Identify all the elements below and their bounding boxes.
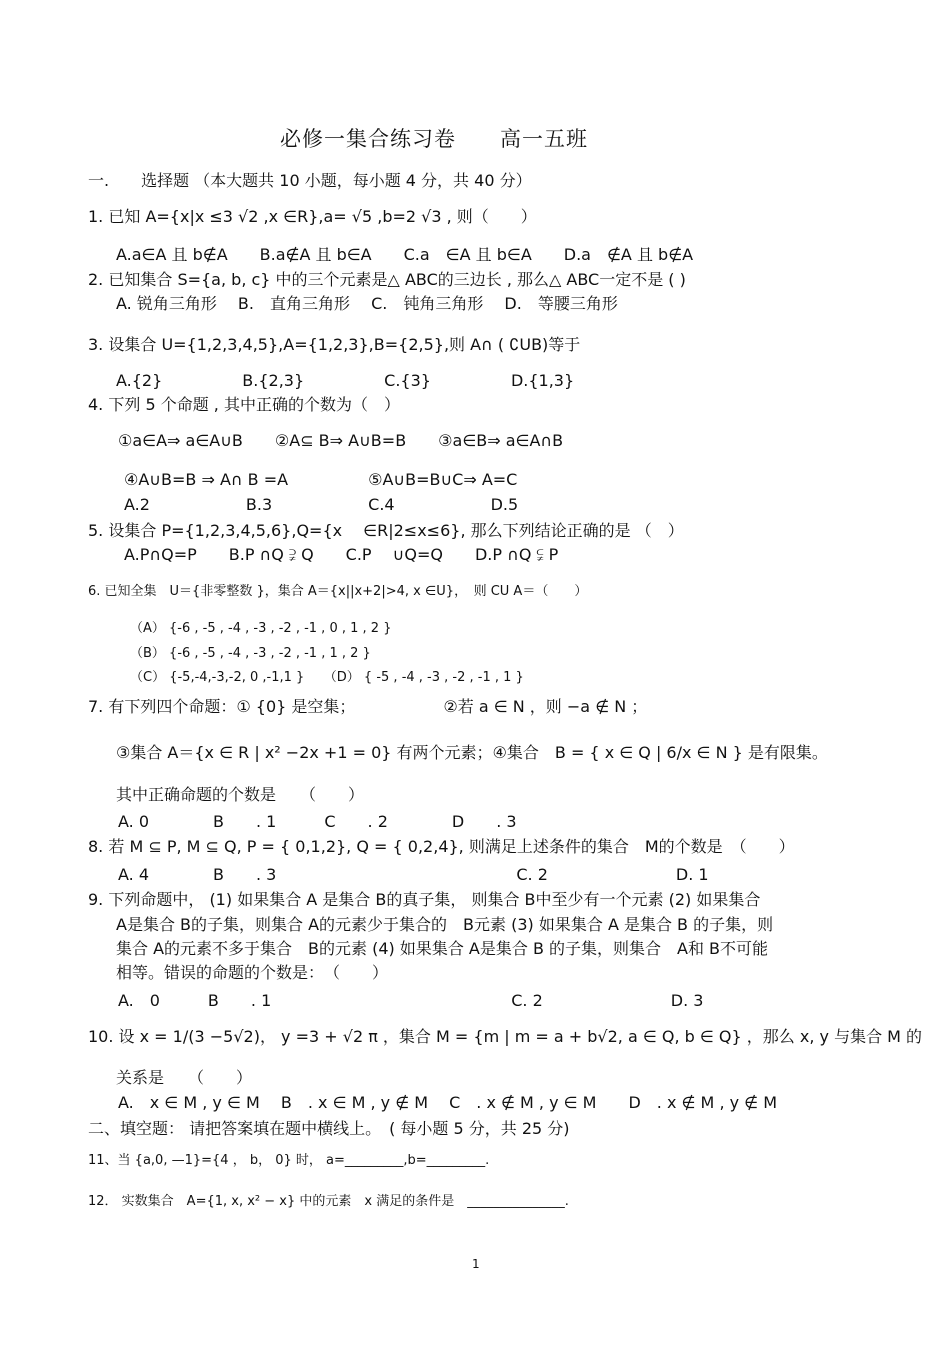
question-4-line-1: ①a∈A⇒ a∈A∪B ②A⊆ B⇒ A∪B=B ③a∈B⇒ a∈A∩B [118, 431, 564, 450]
question-12: 12． 实数集合 A={1, x, x² − x} 中的元素 x 满足的条件是 _______________. [88, 1194, 569, 1209]
question-8-options: A. 4 B . 3 C. 2 D. 1 [118, 865, 709, 884]
question-9-line-4: 相等。错误的命题的个数是： （ ） [116, 963, 389, 982]
question-4-line-2: ④A∪B=B ⇒ A∩ B =A ⑤A∪B=B∪C⇒ A=C [124, 470, 518, 489]
question-7-stem: 7. 有下列四个命题：① {0} 是空集； ②若 a ∈ N ，则 −a ∉ N ； [88, 697, 648, 716]
question-1-options: A.a∈A 且 b∉A B.a∉A 且 b∈A C.a ∈A 且 b∈A D.a ∉A 且 b∉A [116, 245, 694, 264]
question-10-stem: 10. 设 x = 1/(3 −5√2)， y =3 + √2 π ，集合 M = {m | m = a + b√2, a ∈ Q, b ∈ Q} ，那么 x, y 与集合 M 的 [88, 1027, 923, 1046]
question-9-line-1: 9. 下列命题中， (1) 如果集合 A 是集合 B的真子集， 则集合 B中至少有一个元素 (2) 如果集合 [88, 890, 761, 909]
section-heading-choice: 一. 选择题 （本大题共 10 小题，每小题 4 分，共 40 分） [88, 171, 532, 190]
question-7-line-3: 其中正确命题的个数是 （ ） [116, 785, 365, 804]
question-8-stem: 8. 若 M ⊆ P, M ⊆ Q, P = { 0,1,2}, Q = { 0,2,4}, 则满足上述条件的集合 M的个数是 （ ） [88, 837, 795, 856]
question-11: 11、当 {a,0, —1}={4 ， b， 0} 时， a=_________,b=_________. [88, 1153, 490, 1168]
question-5-options: A.P∩Q=P B.P ∩Q ⫌ Q C.P ∪Q=Q D.P ∩Q ⫋ P [124, 545, 559, 564]
question-2-stem: 2. 已知集合 S={a, b, c} 中的三个元素是△ ABC的三边长 , 那么△ ABC一定不是 ( ) [88, 270, 686, 289]
page-title: 必修一集合练习卷 高一五班 [280, 127, 588, 151]
question-7-options: A. 0 B . 1 C . 2 D . 3 [118, 812, 517, 831]
question-9-options: A. 0 B . 1 C. 2 D. 3 [118, 991, 704, 1010]
question-9-line-3: 集合 A的元素不多于集合 B的元素 (4) 如果集合 A是集合 B 的子集，则集合 A和 B不可能 [116, 939, 769, 958]
question-3-stem: 3. 设集合 U={1,2,3,4,5},A={1,2,3},B={2,5},则 A∩ ( ∁UB)等于 [88, 335, 581, 354]
question-1-stem: 1. 已知 A={x|x ≤3 √2 ,x ∈R},a= √5 ,b=2 √3 , 则（ ） [88, 207, 537, 226]
question-2-options: A. 锐角三角形 B. 直角三角形 C. 钝角三角形 D. 等腰三角形 [116, 294, 618, 313]
question-6-options-cd: （C） {-5,-4,-3,-2, 0 ,-1,1 } （D） { -5 , -4 , -3 , -2 , -1 , 1 } [130, 670, 524, 685]
question-6-stem: 6. 已知全集 U＝{非零整数 }，集合 A＝{x||x+2|>4, x ∈U}， 则 CU A＝（ ） [88, 584, 588, 599]
question-10-line-2: 关系是 （ ） [116, 1068, 253, 1087]
page-number: 1 [472, 1257, 480, 1271]
question-6-option-b: （B） {-6 , -5 , -4 , -3 , -2 , -1 , 1 , 2 } [130, 646, 371, 661]
section-heading-fill: 二、填空题： 请把答案填在题中横线上。 ( 每小题 5 分，共 25 分) [88, 1119, 570, 1138]
question-7-line-2: ③集合 A＝{x ∈ R | x² −2x +1 = 0} 有两个元素；④集合 B = { x ∈ Q | 6/x ∈ N } 是有限集。 [116, 743, 828, 762]
question-5-stem: 5. 设集合 P={1,2,3,4,5,6},Q={x ∈R|2≤x≤6}, 那么下列结论正确的是 （ ） [88, 521, 684, 540]
question-4-options: A.2 B.3 C.4 D.5 [124, 495, 519, 514]
question-9-line-2: A是集合 B的子集，则集合 A的元素少于集合的 B元素 (3) 如果集合 A 是集合 B 的子集，则 [116, 915, 774, 934]
question-3-options: A.{2} B.{2,3} C.{3} D.{1,3} [116, 371, 575, 390]
question-6-option-a: （A） {-6 , -5 , -4 , -3 , -2 , -1 , 0 , 1 , 2 } [130, 621, 392, 636]
question-10-options: A. x ∈ M , y ∈ M B . x ∈ M , y ∉ M C . x ∉ M , y ∈ M D . x ∉ M , y ∉ M [118, 1093, 778, 1112]
question-4-stem: 4. 下列 5 个命题 , 其中正确的个数为（ ） [88, 395, 400, 414]
